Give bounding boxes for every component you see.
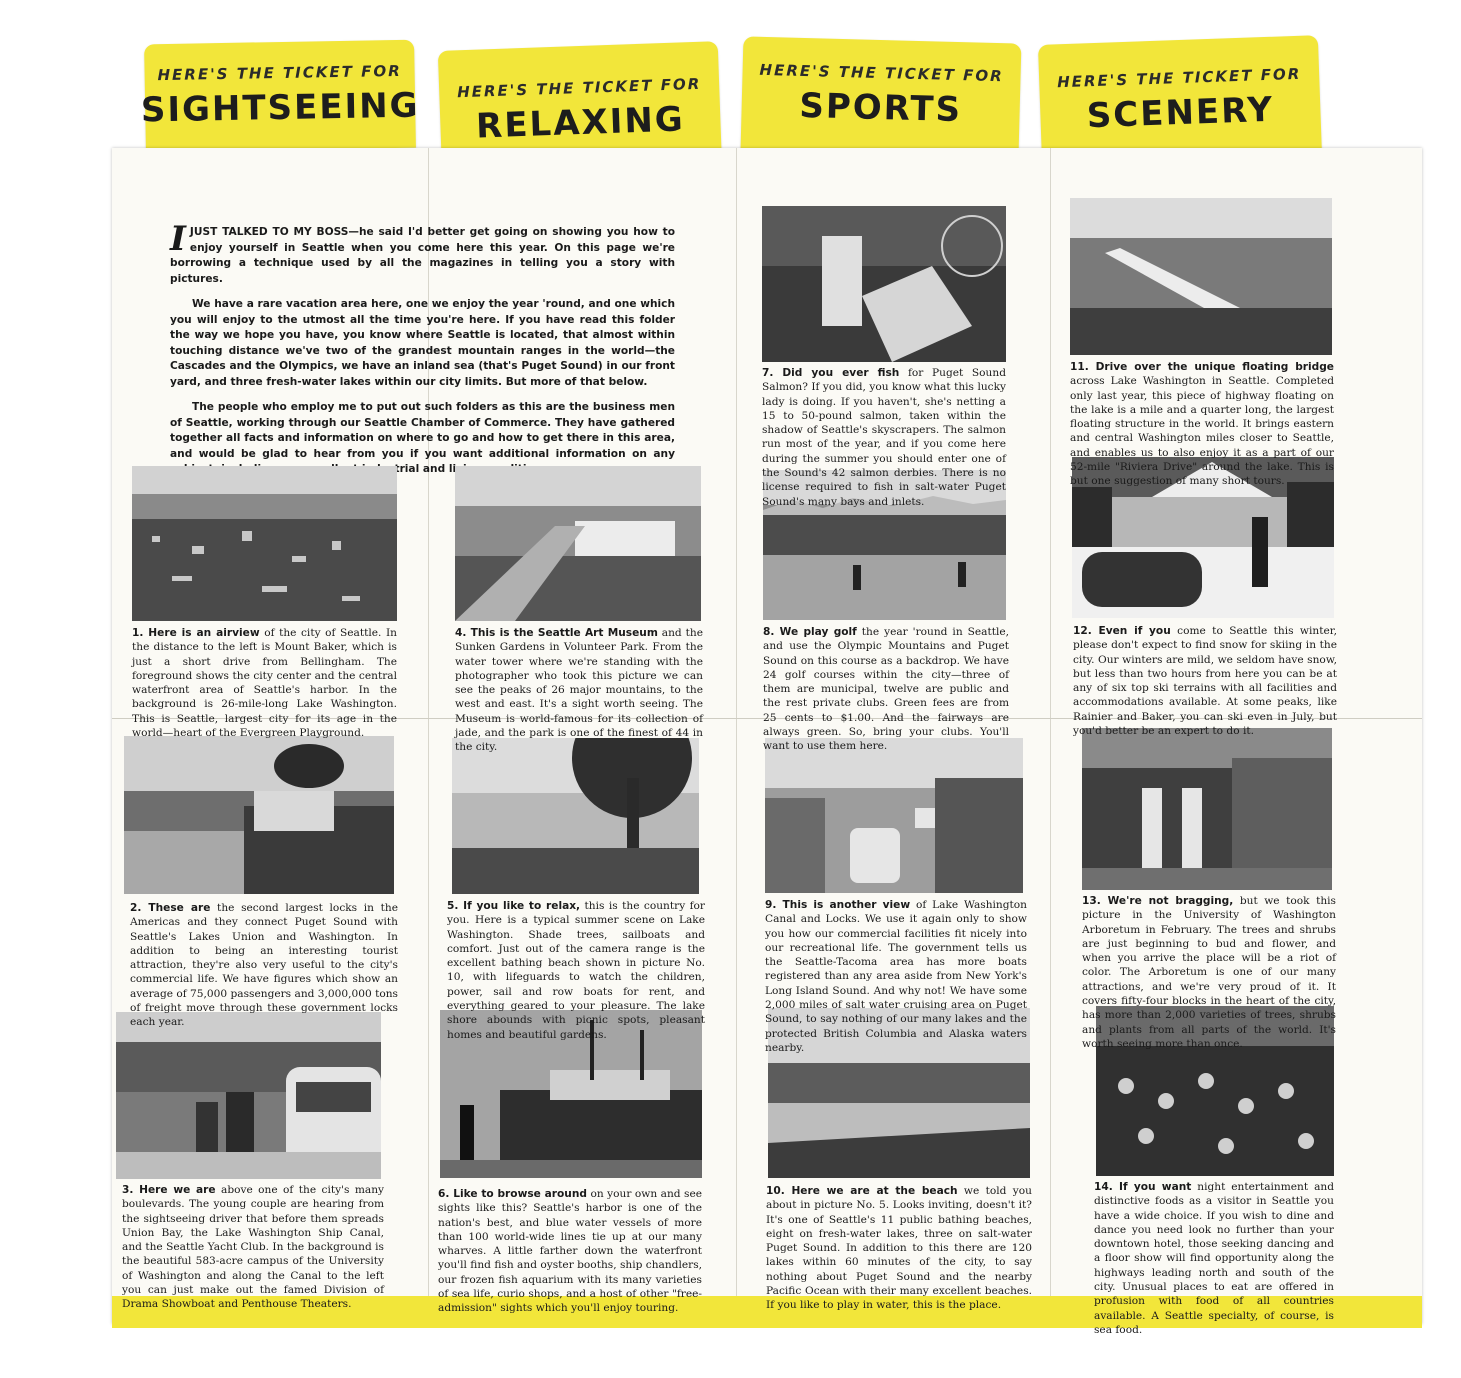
lake-relax-photo xyxy=(452,738,699,894)
caption-12: 12. Even if you come to Seattle this winter, please don't expect to find snow for skiing in the city. Our winters are mild, we seldom have snow, but less than two hours from here you can be at any of six top ski terrains with all facilities and accommodations available. At some peaks, like Rainier and Baker, you can ski even in July, but you'd better be an expert to do it. xyxy=(1073,625,1338,738)
art-museum-photo xyxy=(455,466,701,621)
intro-paragraph: IJUST TALKED TO MY BOSS—he said I'd better get going on showing you how to enjoy yourself in Seattle when you come here this year. On this page we're borrowing a technique used by all the magazines in telling you a story with pictures. xyxy=(170,219,675,285)
caption-9: 9. This is another view of Lake Washington Canal and Locks. We use it again only to show you how our commercial facilities fit nicely into our recreational life. The government tells us the Seattle-Tacoma area has more boats registered than any area aside from New York's Long Island Sound. And why not! We have some 2,000 miles of salt water cruising area on Puget Sound, to say nothing of our many lakes and the protected British Columbia and Alaska waters nearby. xyxy=(765,899,1027,1054)
arboretum-women-photo xyxy=(1082,728,1332,890)
caption-11: 11. Drive over the unique floating bridge across Lake Washington in Seattle. Completed only last year, this piece of highway floating on the lake is a mile and a quarter long, the largest floating structure in the world. It brings eastern and central Washington miles closer to Seattle, and enables us to also enjoy it as a part of our 52-mile "Riviera Drive" around the lake. This is but one suggestion of many short tours. xyxy=(1070,361,1334,488)
caption-7: 7. Did you ever fish for Puget Sound Salmon? If you did, you know what this lucky lady is doing. If you haven't, she's netting a 15 to 50-pound salmon, taken within the shadow of Seattle's skyscrapers. The salmon run most of the year, and if you come here during the summer you should enter one of the Sound's 42 salmon derbies. There is no license required to fish in salt-water Puget Sound's many bays and inlets. xyxy=(762,367,1006,508)
canal-boats-photo xyxy=(765,738,1023,893)
tab-kicker: HERE'S THE TICKET FOR xyxy=(759,60,1004,86)
tab-kicker: HERE'S THE TICKET FOR xyxy=(1056,64,1302,92)
drop-cap: I xyxy=(170,219,186,259)
caption-10: 10. Here we are at the beach we told you about in picture No. 5. Looks inviting, doesn't it? It's one of Seattle's 11 public bathing beaches, eight on fresh-water lakes, three on salt-water Puget Sound. In addition to this there are 120 lakes within 60 minutes of the city, to say nothing about Puget Sound and the nearby Pacific Ocean with their many excellent beaches. If you like to play in water, this is the place. xyxy=(766,1185,1032,1312)
caption-14: 14. If you want night entertainment and distinctive foods as a visitor in Seattle you have a wide choice. If you wish to dine and dance you need look no further than your downtown hotel, those seeking dancing and a floor show will find opportunity along the highways leading north and south of the city. Unusual places to eat are offered in profusion with food of all countries available. A Seattle specialty, of course, is sea food. xyxy=(1094,1181,1334,1336)
caption-4: 4. This is the Seattle Art Museum and the Sunken Gardens in Volunteer Park. From the water tower where we're standing with the photographer who took this picture we can see the peaks of 26 major mountains, to the west and east. It's a sight worth seeing. The Museum is world-famous for its collection of jade, and the park is one of the finest of 44 in the city. xyxy=(455,627,703,754)
tab-sightseeing xyxy=(140,40,420,153)
intro-paragraph: The people who employ me to put out such folders as this are the business men of Seattle, working through our Seattle Chamber of Commerce. They have gathered together all facts and information on where to go and how to get there in this area, and would be glad to hear from you if you want additional information on any and xyxy=(170,401,675,475)
boulevard-couple-bus-photo xyxy=(116,1012,381,1179)
fold-line xyxy=(736,148,737,1324)
tab-kicker: HERE'S THE TICKET FOR xyxy=(157,61,402,85)
caption-6: 6. Like to browse around on your own and see sights like this? Seattle's harbor is one of the nation's best, and blue water vessels of more than 100 world-wide lines tie up at our many wharves. A little farther down the waterfront you'll find fish and oyster booths, ship chandlers, our frozen fish aquarium with its many varieties of sea life, curio shops, and a host of other "free-admission" sights which you'll enjoy touring. xyxy=(438,1188,703,1315)
tab-title: SIGHTSEEING xyxy=(140,85,420,131)
locks-ship-photo xyxy=(124,736,394,894)
tab-title: SCENERY xyxy=(1086,89,1275,137)
fold-line xyxy=(1050,148,1051,1324)
caption-8: 8. We play golf the year 'round in Seattle, and use the Olympic Mountains and Puget Sound on this course as a backdrop. We have 24 golf courses within the city—three of them are municipal, twelve are public and the rest private clubs. Green fees are from 25 cents to $1.00. And the fairways are always green. So, bring your clubs. You'll want to use them here. xyxy=(763,626,1009,753)
tab-title: RELAXING xyxy=(475,99,686,147)
caption-3: 3. Here we are above one of the city's many boulevards. The young couple are hearing from the sightseeing driver that before them spreads Union Bay, the Lake Washington Ship Canal, and the Seattle Yacht Club. In the background is the beautiful 583-acre campus of the University of Washington and along the Canal to the left you can just make out the famed Division of Drama Showboat and Penthouse Theaters. xyxy=(122,1184,384,1311)
intro-text xyxy=(170,219,675,488)
floating-bridge-photo xyxy=(1070,198,1332,355)
caption-13: 13. We're not bragging, but we took this picture in the University of Washington Arboretum in February. The trees and shrubs are just beginning to bud and flower, and when you arrive the place will be a riot of color. The Arboretum is one of our many attractions, and we're very proud of it. It covers fifty-four blocks in the heart of the city, has more than 2,000 varieties of trees, shrubs and plants from all parts of the world. It's worth seeing more than once. xyxy=(1082,895,1336,1050)
caption-2: 2. These are the second largest locks in the Americas and they connect Puget Sound with Seattle's Lakes Union and Washington. In addition to being an interesting tourist attraction, they're also very useful to the city's commercial life. We have figures which show an average of 75,000 passengers and 3,000,000 tons of freight move through these government locks each year. xyxy=(130,902,398,1029)
tab-title: SPORTS xyxy=(798,85,963,131)
intro-paragraph: We have a rare vacation area here, one we enjoy the year 'round, and one which you will enjoy to the utmost all the time you're here. If you have read this folder the way we hope you have, you know where Seattle is located, that almost within touching distance we've two of the grandest mountain ranges in the world—the Cascades and the Olympics, we have an inland sea (that's Puget Sound) in our front yard, and three fresh-water lakes within our city limits. But more of that below. xyxy=(170,298,675,388)
aerial-city-photo xyxy=(132,466,397,621)
tab-sports xyxy=(741,36,1022,155)
caption-1: 1. Here is an airview of the city of Seattle. In the distance to the left is Mount Baker, which is just a short drive from Bellingham. The foreground shows the city center and the central waterfront area of Seattle's harbor. In the background is 26-mile-long Lake Washington. This is Seattle, largest city for its age in the world—heart of the Evergreen Playground. xyxy=(132,627,397,740)
salmon-fishing-photo xyxy=(762,206,1006,362)
caption-5: 5. If you like to relax, this is the country for you. Here is a typical summer scene on Lake Washington. Shade trees, sailboats and comfort. Just out of the camera range is the excellent bathing beach shown in picture No. 10, with lifeguards to watch the children, power, sail and row boats for rent, and everything geared to your pleasure. The lake shore abounds with picnic spots, pleasant homes and beautiful gardens. xyxy=(447,900,705,1041)
tab-kicker: HERE'S THE TICKET FOR xyxy=(456,74,702,102)
